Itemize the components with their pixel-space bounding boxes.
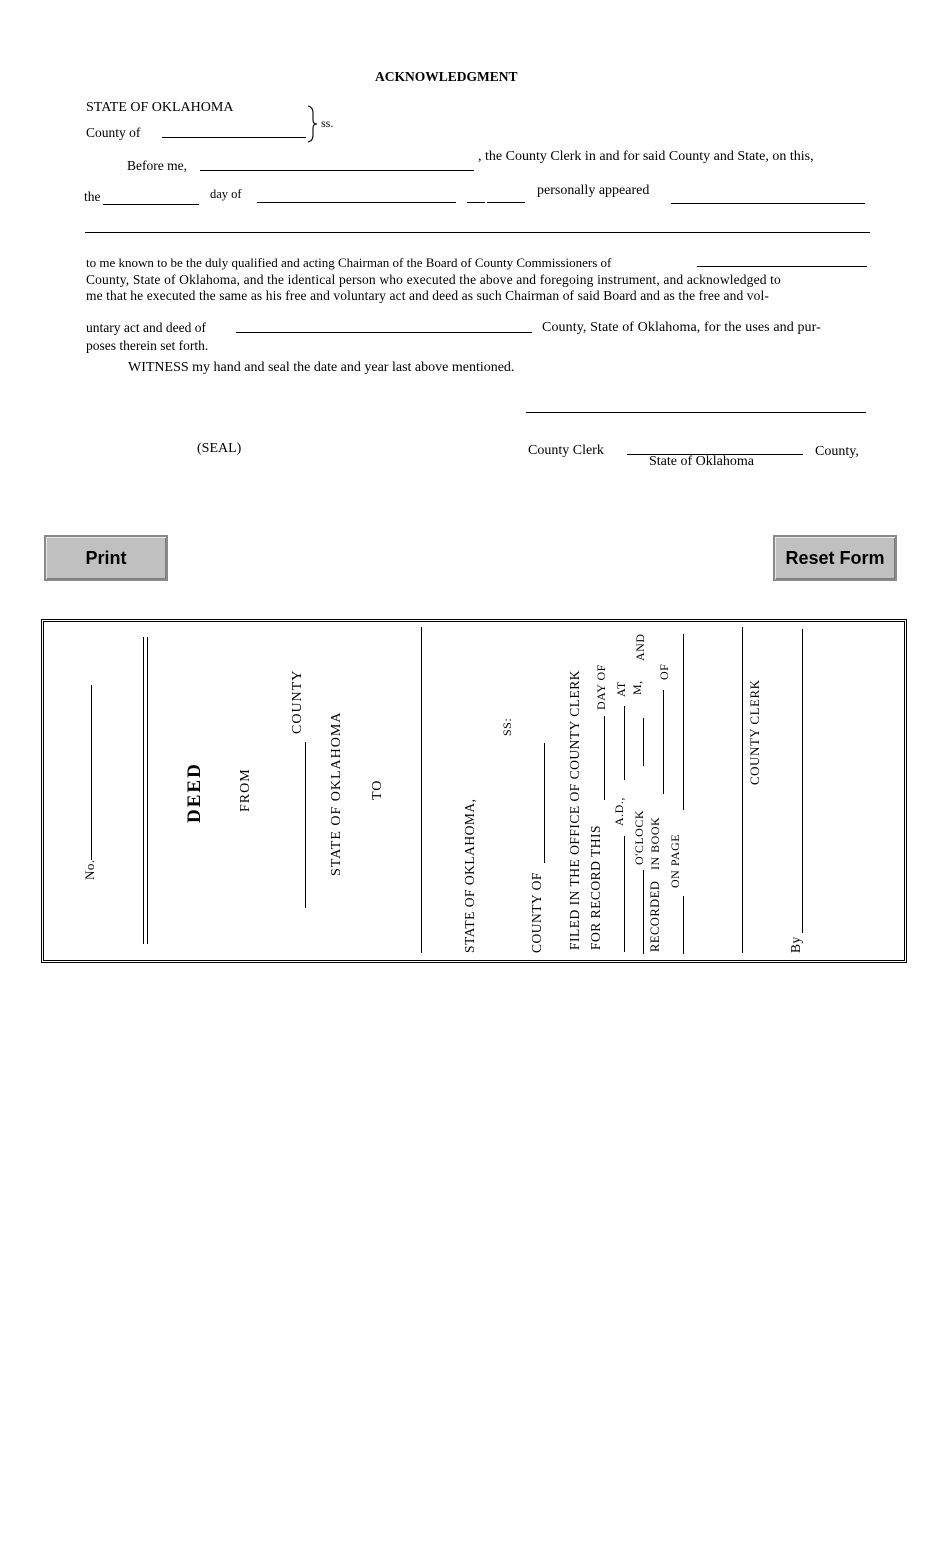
appeared-name-field[interactable] <box>671 189 865 204</box>
state-label: STATE OF OKLAHOMA <box>86 100 234 115</box>
deed-from-label: FROM <box>238 768 253 812</box>
day-field[interactable] <box>103 190 199 205</box>
deed-at-label: AT <box>614 681 628 697</box>
deed-oclock-label: O'CLOCK <box>632 810 646 865</box>
reset-form-button[interactable]: Reset Form <box>773 535 897 581</box>
notary-name-field[interactable] <box>200 156 474 171</box>
deed-recorded-label: RECORDED <box>648 880 662 952</box>
deed-state-of-oklahoma: STATE OF OKLAHOMA <box>329 711 344 876</box>
deed-no-label: No. <box>82 859 97 880</box>
ss-label: ss. <box>321 116 334 130</box>
deed-divider-3 <box>742 627 743 953</box>
deed-title: DEED <box>184 762 205 823</box>
deed-ad-line-2 <box>624 836 625 952</box>
deed-ss-label: SS: <box>500 717 514 736</box>
day-of-label: day of <box>210 187 242 201</box>
deed-and-label: AND <box>633 633 647 661</box>
page-title: ACKNOWLEDGMENT <box>375 69 518 84</box>
county-of-label: County of <box>86 125 141 140</box>
para1-line3: me that he executed the same as his free and voluntary act and deed as such Chairman of said Board and as the free and vol- <box>86 288 769 303</box>
deed-county-label: COUNTY <box>290 669 305 734</box>
year-field[interactable] <box>487 188 525 203</box>
print-button[interactable]: Print <box>44 535 168 581</box>
deed-ad-label: A.D., <box>612 797 626 826</box>
deed-m-label: M, <box>630 680 644 695</box>
deed-by-label: By <box>788 936 803 953</box>
deed-of-county-field[interactable] <box>236 318 532 333</box>
deed-day-of-label: DAY OF <box>594 664 608 710</box>
county-comma-label: County, <box>815 444 859 459</box>
deed-no-line <box>91 685 92 860</box>
before-me-label: Before me, <box>127 158 187 173</box>
deed-ad-line <box>624 706 625 780</box>
poses-text: poses therein set forth. <box>86 338 209 353</box>
brace-icon <box>306 105 318 143</box>
month-field[interactable] <box>257 188 456 203</box>
untary-label: untary act and deed of <box>86 320 206 335</box>
deed-divider-1b <box>147 637 148 944</box>
deed-of-line <box>683 634 684 810</box>
para1-line2: County, State of Oklahoma, and the identical person who executed the above and foregoing instrument, and acknowledged to <box>86 272 781 287</box>
seal-label: (SEAL) <box>197 441 242 456</box>
deed-in-book-label: IN BOOK <box>648 816 662 870</box>
deed-of-label: OF <box>657 663 671 680</box>
deed-to-label: TO <box>370 779 385 800</box>
deed-on-page-line <box>683 896 684 954</box>
state-of-oklahoma-label: State of Oklahoma <box>649 454 754 469</box>
deed-county-of-line <box>544 743 545 863</box>
deed-on-page-label: ON PAGE <box>668 833 682 888</box>
deed-by-line <box>802 629 803 933</box>
deed-in-book-line <box>663 690 664 794</box>
year-prefix-field[interactable] <box>467 188 485 203</box>
deed-county-clerk-label: COUNTY CLERK <box>747 679 762 785</box>
appeared-name-continued-field[interactable] <box>85 218 870 233</box>
deed-state-oklahoma-comma: STATE OF OKLAHOMA, <box>462 798 477 953</box>
deed-recorded-line <box>643 870 644 954</box>
deed-county-line <box>305 742 306 908</box>
witness-text: WITNESS my hand and seal the date and year last above mentioned. <box>128 360 515 375</box>
deed-county-of-label: COUNTY OF <box>529 872 544 953</box>
signature-field[interactable] <box>526 398 866 413</box>
county-of-field[interactable] <box>162 123 306 138</box>
deed-for-record-label: FOR RECORD THIS <box>588 824 603 950</box>
county-clerk-text: , the County Clerk in and for said County and State, on this, <box>478 149 814 164</box>
clerk-county-field[interactable] <box>627 440 803 455</box>
deed-filed-label: FILED IN THE OFFICE OF COUNTY CLERK <box>567 669 582 950</box>
deed-record-day-line <box>604 716 605 800</box>
personally-appeared-label: personally appeared <box>537 183 650 198</box>
board-county-field[interactable] <box>697 252 867 267</box>
county-uses-text: County, State of Oklahoma, for the uses and pur- <box>542 320 821 335</box>
para1-line1: to me known to be the duly qualified and acting Chairman of the Board of County Commissioners of <box>86 255 612 270</box>
deed-divider-1 <box>143 637 144 944</box>
deed-m-line <box>643 718 644 766</box>
deed-divider-2 <box>421 627 422 953</box>
the-label: the <box>84 189 101 204</box>
county-clerk-label: County Clerk <box>528 443 604 458</box>
